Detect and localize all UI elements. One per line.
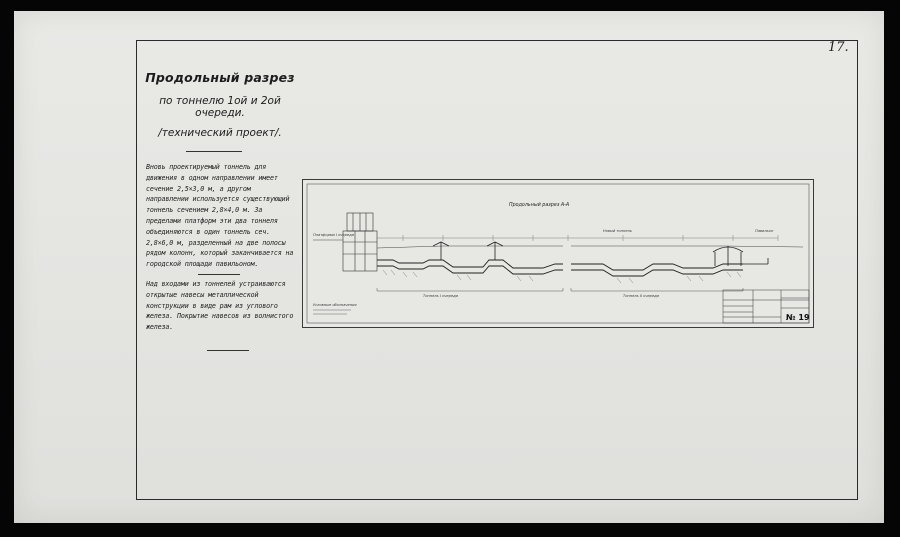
label-tunnel-second-stage: Тоннель II очереди: [623, 294, 659, 298]
right-pavilion: [713, 246, 768, 266]
section-drawing-svg: [303, 180, 813, 327]
label-new-tunnel: Новый тоннель: [603, 229, 632, 233]
left-building: [343, 213, 377, 271]
longitudinal-section-drawing: [302, 179, 814, 328]
label-pavilion: Павильон: [755, 229, 774, 233]
title-line-2: по тоннелю 1ой и 2ой очереди.: [159, 95, 281, 119]
canopy-1: [433, 242, 449, 260]
title-line-3: /технический проект/.: [158, 127, 282, 139]
divider-bottom: [207, 350, 249, 351]
canopy-2: [487, 242, 503, 260]
title-block: [140, 70, 300, 139]
description-text: [146, 162, 296, 333]
soil-hatching: [383, 270, 741, 283]
sheet-number: № 19: [786, 313, 810, 322]
title-line-1: Продольный разрез: [145, 70, 295, 85]
label-tunnel-first-stage: Тоннель I очереди: [423, 294, 458, 298]
tunnel-profile: [377, 260, 743, 276]
page-number: 17.: [828, 40, 849, 55]
drawing-title: Продольный разрез А-А: [509, 203, 570, 208]
divider-middle: [198, 274, 240, 275]
description-paragraph-1: Вновь проектируемый тоннель для движения в одном направлении имеет сечение 2,5×3,0 м, а другом направлении используется существующий тоннель сечением 2,8×4,0 м. За пределами платформ эти два тоннеля объединяются в один тоннель сеч. 2,8×6,0 м, разделенный на две полосы рядом колонн, который заканчивается на городской площади павильоном.: [146, 163, 294, 269]
bottom-brackets: [377, 288, 743, 291]
description-paragraph-2: Над входами из тоннелей устраиваются открытые навесы металлической конструкции в виде рам из углового железа. Покрытие навесов из волнистого железа.: [146, 279, 294, 332]
divider-top: [186, 151, 242, 152]
dimension-line: [377, 235, 778, 241]
legend-label: Условные обозначения: [313, 303, 357, 307]
label-left-platform: Платформа I очереди: [313, 233, 354, 237]
